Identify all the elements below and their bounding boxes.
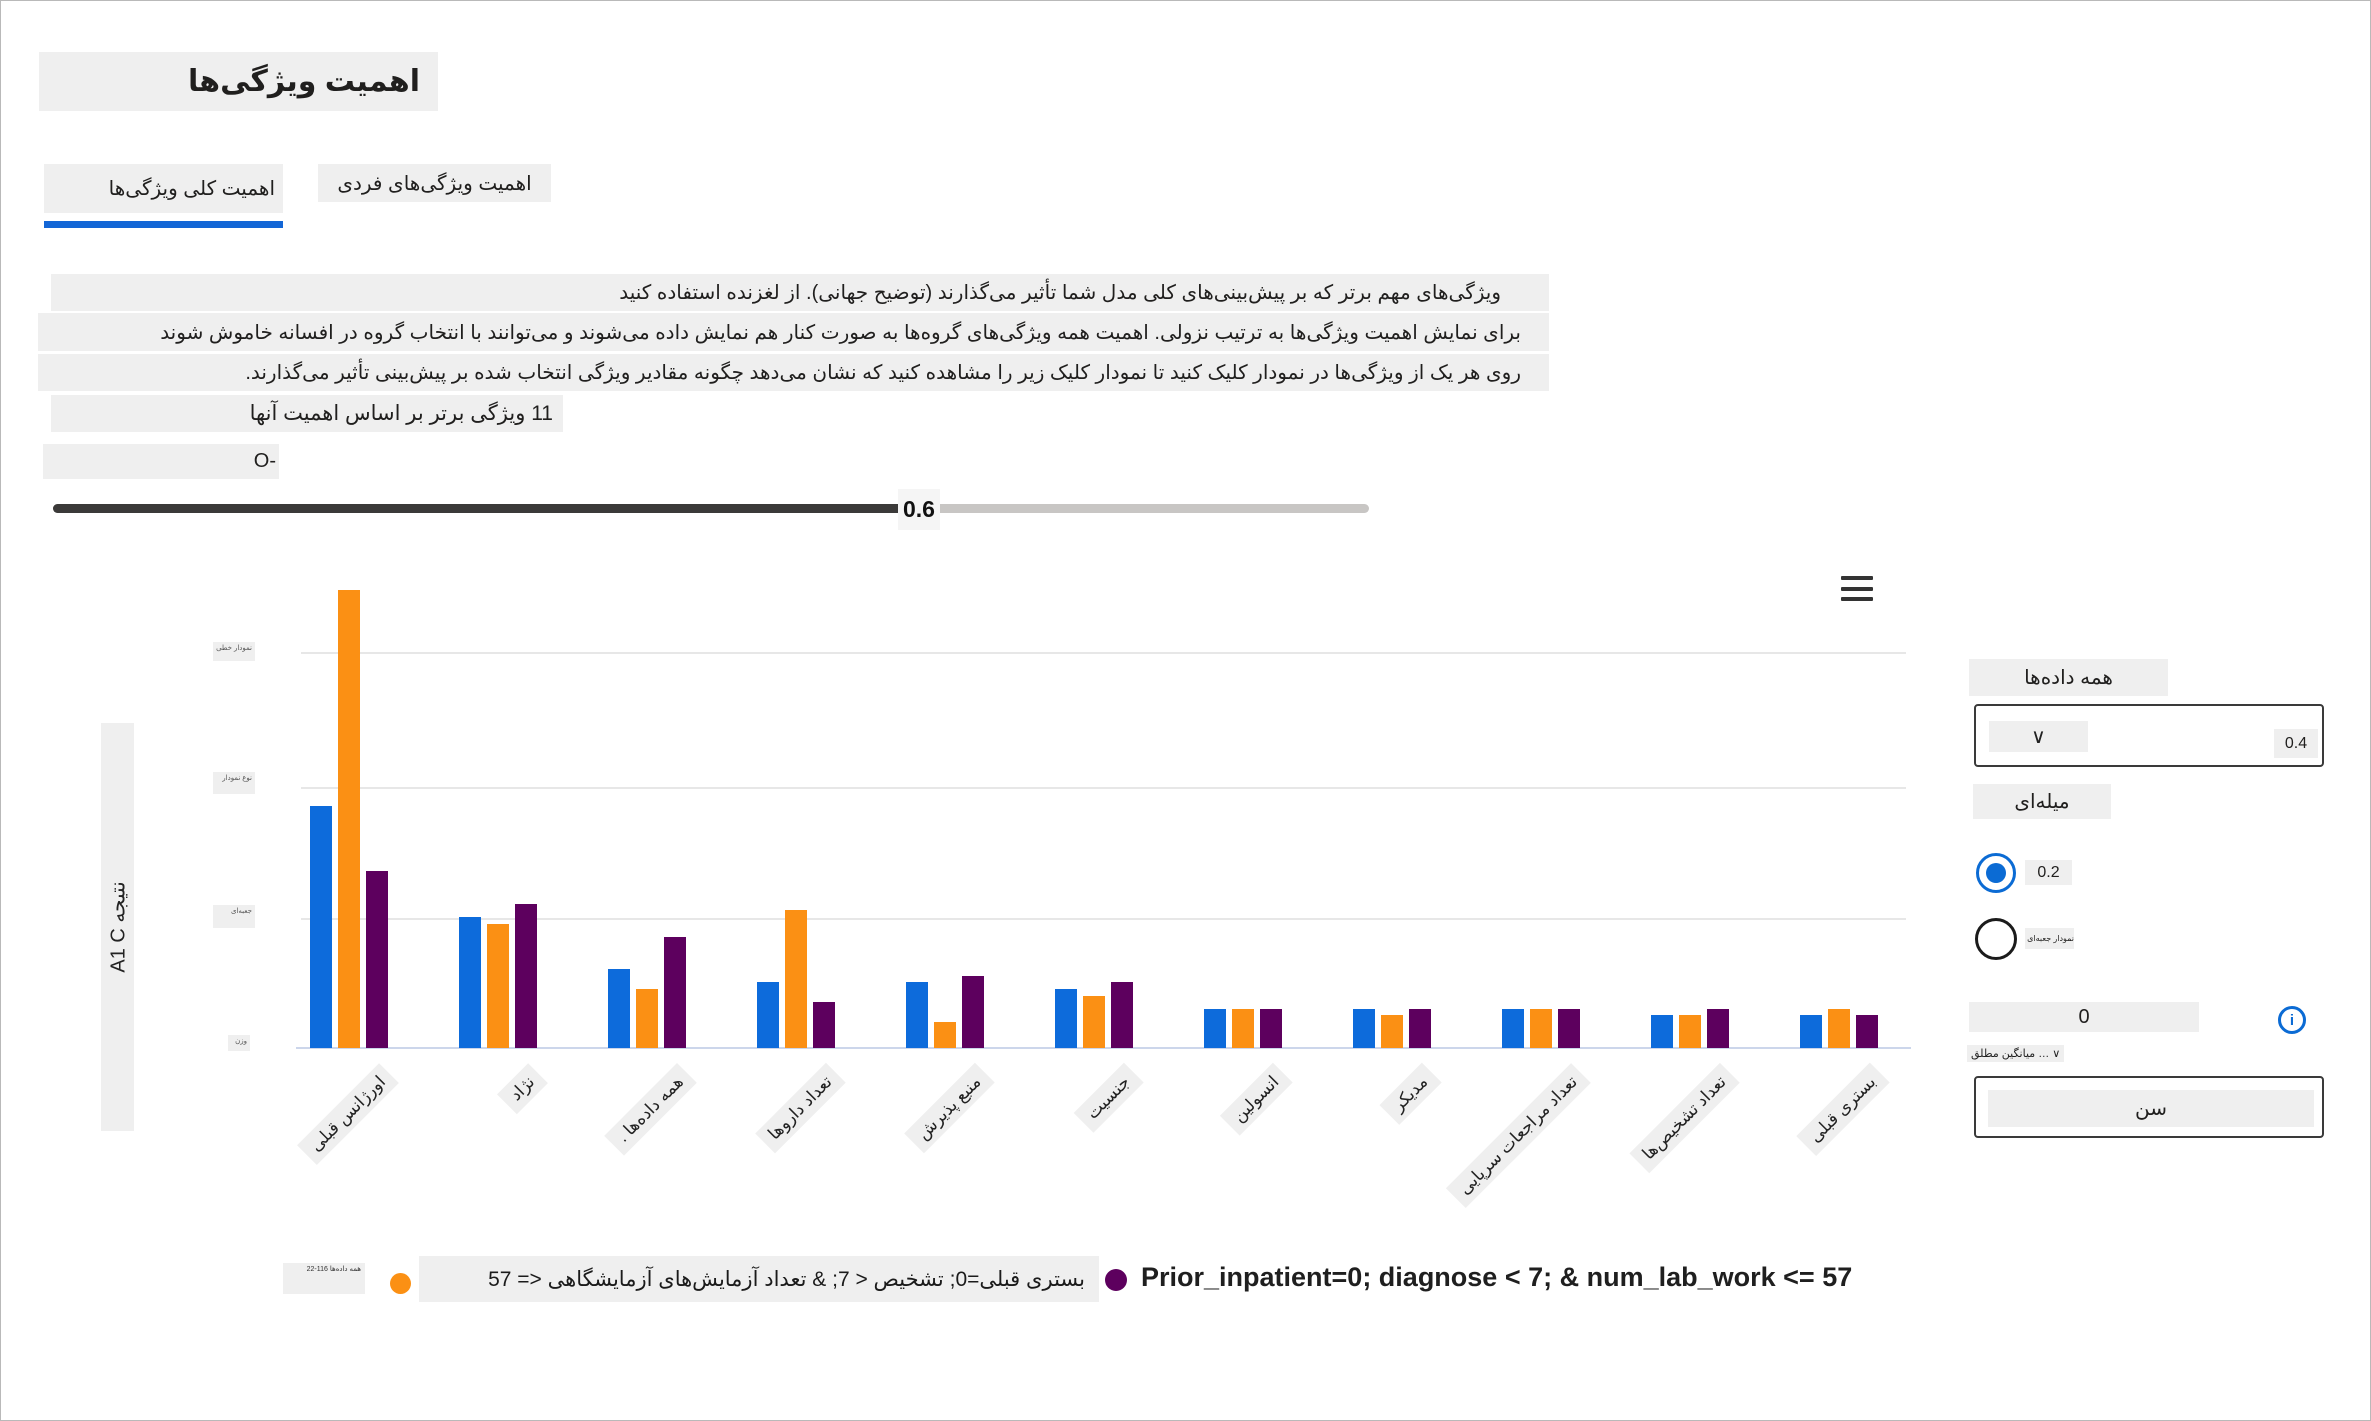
slider-value-label: 0.6 [898, 489, 940, 530]
tab-aggregate-feature-importance[interactable]: اهمیت کلی ویژگی‌ها [44, 164, 283, 213]
bar-cohort-fa[interactable] [1530, 1009, 1552, 1048]
bar-cohort-fa[interactable] [1083, 996, 1105, 1048]
bar-cohort-fa[interactable] [1232, 1009, 1254, 1048]
bar-cohort-en[interactable] [813, 1002, 835, 1048]
bar-cohort-en[interactable] [1260, 1009, 1282, 1048]
legend-dot-purple[interactable] [1105, 1269, 1127, 1291]
bar-cohort-fa[interactable] [1828, 1009, 1850, 1048]
bar-all-data[interactable] [906, 982, 928, 1048]
chevron-down-icon[interactable]: ∨ [1989, 721, 2088, 752]
aggregation-method-text[interactable]: ∨ … میانگین مطلق [1967, 1045, 2064, 1062]
bar-cohort-en[interactable] [1111, 982, 1133, 1048]
bar-all-data[interactable] [608, 969, 630, 1048]
bar-cohort-fa[interactable] [487, 924, 509, 1048]
bar-cohort-fa[interactable] [338, 590, 360, 1048]
chart-menu-icon[interactable] [1841, 574, 1873, 603]
bar-all-data[interactable] [1204, 1009, 1226, 1048]
bar-cohort-fa[interactable] [934, 1022, 956, 1048]
y-axis-tick-label: نوع نمودار [213, 772, 255, 794]
radio-selected-dot [1986, 863, 2006, 883]
bar-all-data[interactable] [1800, 1015, 1822, 1048]
bar-cohort-fa[interactable] [1381, 1015, 1403, 1048]
x-axis-label: تعداد تشخیص‌ها [1630, 1063, 1740, 1173]
legend-dot-orange[interactable] [390, 1273, 411, 1294]
sort-dropdown[interactable]: -O [43, 444, 279, 479]
burger-line [1841, 597, 1873, 601]
bar-cohort-fa[interactable] [1679, 1015, 1701, 1048]
x-axis-label: انسولین [1220, 1063, 1293, 1136]
feature-search-value[interactable]: سن [1988, 1090, 2314, 1127]
cohort-selector-label: همه داده‌ها [1969, 659, 2168, 696]
y-axis-title-box [101, 723, 134, 1131]
description-line-1: ویژگی‌های مهم برتر که بر پیش‌بینی‌های کلی مدل شما تأثیر می‌گذارند (توضیح جهانی). از لغزنده استفاده کنید [51, 274, 1549, 311]
legend-item-cohort-orange[interactable]: بستری قبلی=0; تشخیص < 7; & تعداد آزمایش‌های آزمایشگاهی <= 57 [419, 1256, 1099, 1302]
x-axis-label: اورژانس قبلی [297, 1063, 399, 1165]
bar-cohort-en[interactable] [1856, 1015, 1878, 1048]
x-axis-label: همه داده‌ها . [604, 1063, 697, 1156]
bar-cohort-en[interactable] [366, 871, 388, 1048]
bar-all-data[interactable] [1353, 1009, 1375, 1048]
bar-cohort-en[interactable] [1707, 1009, 1729, 1048]
bar-all-data[interactable] [1055, 989, 1077, 1048]
bar-cohort-en[interactable] [664, 937, 686, 1048]
dropdown-value: 0.4 [2274, 729, 2318, 758]
burger-line [1841, 587, 1873, 591]
x-axis-label: تعداد مراجعات سرپایی [1446, 1063, 1591, 1208]
description-line-2: برای نمایش اهمیت ویژگی‌ها به ترتیب نزولی. اهمیت همه ویژگی‌های گروه‌ها به صورت کنار هم نمایش داده می‌شوند و می‌توانند با انتخاب گروه در افسانه خاموش شوند [38, 313, 1549, 351]
x-axis-label: نژاد [497, 1063, 548, 1114]
x-axis-label: جنسیت [1074, 1063, 1144, 1133]
y-axis-tick-label: جعبه‌ای [213, 905, 255, 928]
tab-individual-feature-importance[interactable]: اهمیت ویژگی‌های فردی [318, 164, 551, 202]
radio-selected-label: 0.2 [2025, 860, 2072, 885]
bar-cohort-en[interactable] [962, 976, 984, 1048]
x-axis-label: منبع پذیرش [905, 1063, 995, 1153]
y-axis-tick-label: نمودار خطی [213, 642, 255, 661]
gridline [301, 787, 1906, 789]
x-axis-label: مدیکر [1380, 1063, 1442, 1125]
top-features-caption: 11 ویژگی برتر بر اساس اهمیت آنها [51, 395, 563, 432]
bar-cohort-en[interactable] [515, 904, 537, 1048]
bar-all-data[interactable] [459, 917, 481, 1048]
bar-all-data[interactable] [1502, 1009, 1524, 1048]
gridline [301, 918, 1906, 920]
legend-item-cohort-purple[interactable]: Prior_inpatient=0; diagnose < 7; & num_lab_work <= 57 [1141, 1261, 1853, 1292]
x-axis-label: بستری قبلی [1796, 1063, 1889, 1156]
burger-line [1841, 576, 1873, 580]
bar-all-data[interactable] [310, 806, 332, 1048]
y-axis-title: نتیجه A1 C [107, 881, 129, 973]
active-tab-indicator [44, 221, 283, 228]
y-axis-tick-label: وزن [228, 1035, 250, 1051]
bar-all-data[interactable] [757, 982, 779, 1048]
radio-unselected-label: نمودار جعبه‌ای [2025, 928, 2074, 949]
bar-cohort-fa[interactable] [785, 910, 807, 1048]
info-icon[interactable]: i [2278, 1006, 2306, 1034]
slider-fill [53, 504, 906, 513]
bar-cohort-en[interactable] [1558, 1009, 1580, 1048]
page-title: اهمیت ویژگی‌ها [39, 52, 438, 111]
radio-box-chart-unselected[interactable] [1975, 918, 2017, 960]
description-line-3: روی هر یک از ویژگی‌ها در نمودار کلیک کنید تا نمودار کلیک زیر را مشاهده کنید که نشان می‌دهد چگونه مقادیر ویژگی انتخاب شده بر پیش‌بینی تأثیر می‌گذارند. [38, 354, 1549, 391]
chart-type-label: میله‌ای [1973, 784, 2111, 819]
top-features-slider[interactable] [53, 504, 1369, 513]
bar-cohort-en[interactable] [1409, 1009, 1431, 1048]
legend-item-all-data[interactable]: همه داده‌ها 116-22 [283, 1263, 365, 1294]
bar-all-data[interactable] [1651, 1015, 1673, 1048]
x-axis-label: تعداد داروها [755, 1063, 845, 1153]
class-weight-value: 0 [1969, 1002, 2199, 1032]
gridline [301, 652, 1906, 654]
bar-cohort-fa[interactable] [636, 989, 658, 1048]
